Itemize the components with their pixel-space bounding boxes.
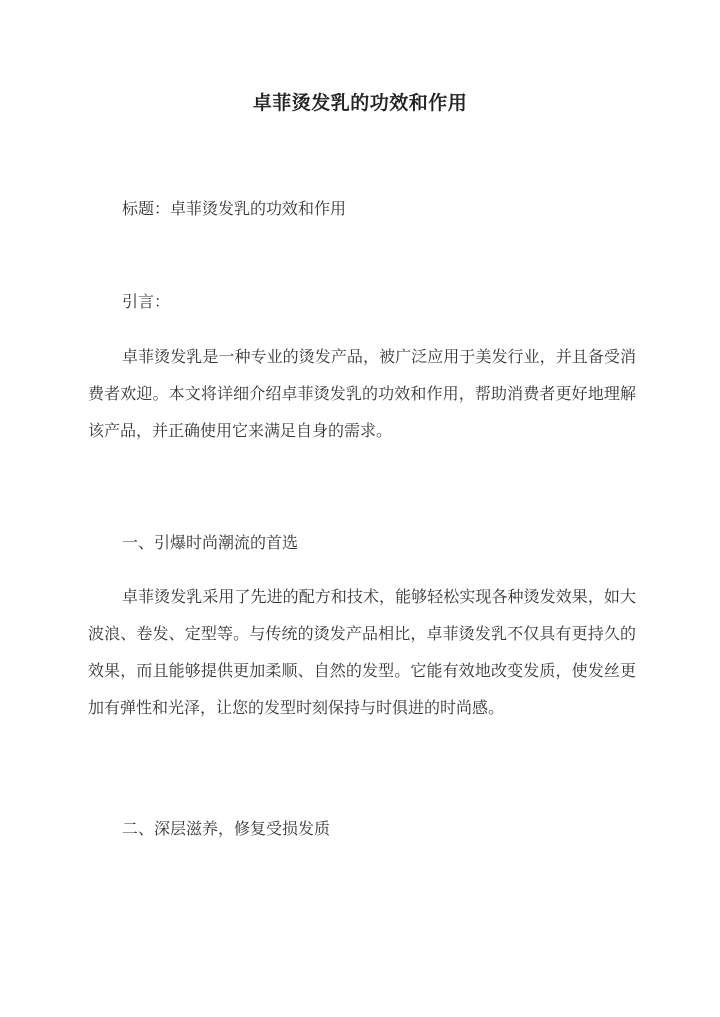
section-1-paragraph: 卓菲烫发乳采用了先进的配方和技术，能够轻松实现各种烫发效果，如大波浪、卷发、定型等。与传统的烫发产品相比，卓菲烫发乳不仅具有更持久的效果，而且能够提供更加柔顺、自然的发型。它能有效地改变发质，使发丝更加有弹性和光泽，让您的发型时刻保持与时俱进的时尚感。	[88, 587, 636, 717]
section-1-heading: 一、引爆时尚潮流的首选	[122, 533, 299, 552]
intro-paragraph: 卓菲烫发乳是一种专业的烫发产品，被广泛应用于美发行业，并且备受消费者欢迎。本文将详细介绍卓菲烫发乳的功效和作用，帮助消费者更好地理解该产品，并正确使用它来满足自身的需求。	[88, 347, 636, 440]
section-2-heading: 二、深层滋养，修复受损发质	[122, 819, 331, 838]
intro-heading: 引言：	[122, 292, 171, 311]
subject-line: 标题：卓菲烫发乳的功效和作用	[122, 199, 347, 218]
document-title: 卓菲烫发乳的功效和作用	[252, 92, 468, 114]
